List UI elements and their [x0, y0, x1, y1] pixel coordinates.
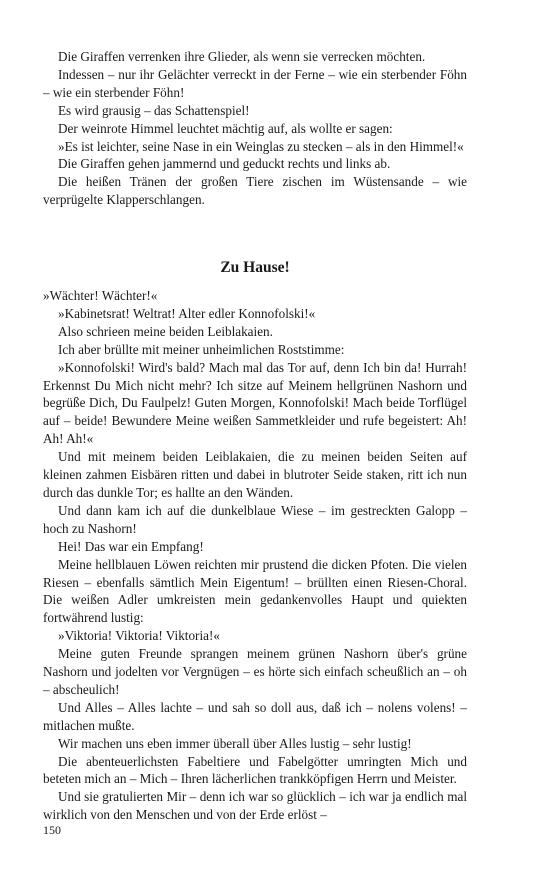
paragraph: Und dann kam ich auf die dunkelblaue Wiese – im gestreckten Galopp – hoch zu Nashorn!: [43, 502, 467, 536]
paragraph: Und Alles – Alles lachte – und sah so doll aus, daß ich – nolens volens! – mitlachen mußte.: [43, 699, 467, 733]
paragraph: »Viktoria! Viktoria! Viktoria!«: [58, 628, 220, 644]
page-number: 150: [43, 823, 61, 837]
paragraph: Also schrieen meine beiden Leiblakaien.: [58, 323, 273, 339]
paragraph: Meine guten Freunde sprangen meinem grünen Nashorn über's grüne Nashorn und jodelten vor Vergnügen – es hörte sich einfach scheußlich an – oh – abscheulich!: [43, 646, 467, 697]
section-heading: Zu Hause!: [220, 259, 290, 276]
paragraph: Die Giraffen gehen jammernd und geduckt rechts und links ab.: [58, 156, 391, 172]
paragraph: Und mit meinem beiden Leiblakaien, die zu meinen beiden Seiten auf kleinen zahmen Eisbären ritten und dabei in blutroter Seide staken, ritt ich nun durch das dunkle Tor; es hallte an den Wänden.: [43, 449, 467, 500]
paragraph: Der weinrote Himmel leuchtet mächtig auf, als wollte er sagen:: [58, 120, 393, 136]
section-text-block: [43, 287, 467, 824]
paragraph: »Konnofolski! Wird's bald? Mach mal das Tor auf, denn Ich bin da! Hurrah! Erkennst Du Mich nicht mehr? Ich sitze auf Meinem hellgrünen Nashorn und begrüße Dich, Du Faulpelz! Guten Morgen, Konnofolski! Mach beide Torflügel auf – beide! Bewundere Meine weißen Sammetkleider und rufe begeistert: Ah! Ah! Ah!«: [43, 359, 467, 447]
paragraph: »Es ist leichter, seine Nase in ein Weinglas zu stecken – als in den Himmel!«: [58, 138, 464, 154]
paragraph: Wir machen uns eben immer überall über Alles lustig – sehr lustig!: [58, 735, 412, 751]
paragraph: »Wächter! Wächter!«: [43, 288, 158, 303]
paragraph: Ich aber brüllte mit meiner unheimlichen Roststimme:: [58, 341, 345, 357]
paragraph: Die Giraffen verrenken ihre Glieder, als wenn sie verrecken möchten.: [58, 49, 426, 64]
intro-text-block: [43, 48, 467, 209]
paragraph: Die abenteuerlichsten Fabeltiere und Fabelgötter umringten Mich und beteten mich an – Mich – Ihren lächerlichen trankköpfigen Herrn und Meister.: [43, 753, 467, 787]
paragraph: Indessen – nur ihr Gelächter verreckt in der Ferne – wie ein sterbender Föhn – wie ein sterbender Föhn!: [43, 66, 467, 100]
paragraph: Hei! Das war ein Empfang!: [58, 538, 204, 554]
paragraph: Meine hellblauen Löwen reichten mir prustend die dicken Pfoten. Die vielen Riesen – ebenfalls sämtlich Mein Eigentum! – brüllten einen Riesen-Choral. Die weißen Adler umkreisten mein gedankenvolles Haupt und quiekten fortwährend lustig:: [43, 556, 467, 626]
paragraph: Es wird grausig – das Schattenspiel!: [58, 102, 250, 118]
paragraph: Die heißen Tränen der großen Tiere zischen im Wüstensande – wie verprügelte Klapperschlangen.: [43, 174, 467, 208]
paragraph: Und sie gratulierten Mir – denn ich war so glücklich – ich war ja endlich mal wirklich von den Menschen und von der Erde erlöst –: [43, 789, 467, 823]
paragraph: »Kabinetsrat! Weltrat! Alter edler Konnofolski!«: [58, 305, 316, 321]
